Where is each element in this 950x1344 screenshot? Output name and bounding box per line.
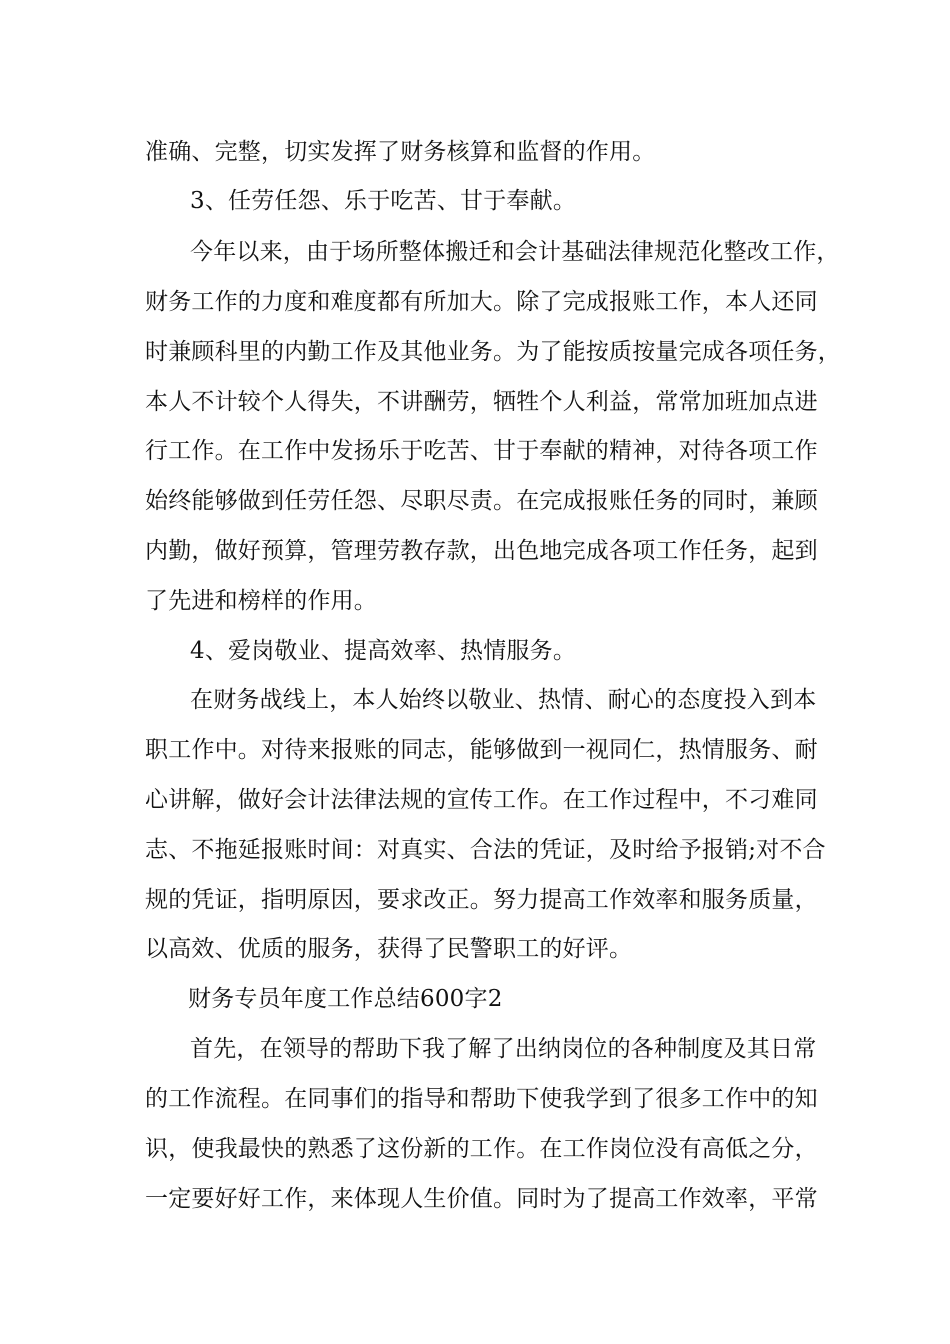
paragraph-line: 一定要好好工作，来体现人生价值。同时为了提高工作效率，平常 [145, 1186, 818, 1212]
paragraph-line: 以高效、优质的服务，获得了民警职工的好评。 [145, 936, 633, 962]
paragraph-line: 识，使我最快的熟悉了这份新的工作。在工作岗位没有高低之分， [145, 1136, 818, 1162]
paragraph-line: 内勤，做好预算，管理劳教存款，出色地完成各项工作任务，起到 [145, 538, 818, 564]
paragraph-line: 准确、完整，切实发挥了财务核算和监督的作用。 [145, 139, 656, 165]
paragraph-line: 财务工作的力度和难度都有所加大。除了完成报账工作，本人还同 [145, 289, 818, 315]
paragraph-line: 规的凭证，指明原因，要求改正。努力提高工作效率和服务质量， [145, 887, 818, 913]
paragraph-line: 了先进和榜样的作用。 [145, 588, 377, 614]
paragraph-line: 的工作流程。在同事们的指导和帮助下使我学到了很多工作中的知 [145, 1086, 818, 1112]
section-heading: 4、爱岗敬业、提高效率、热情服务。 [190, 638, 577, 664]
paragraph-line: 心讲解，做好会计法律法规的宣传工作。在工作过程中，不刁难同 [145, 787, 818, 813]
paragraph-line: 今年以来，由于场所整体搬迁和会计基础法律规范化整改工作， [190, 239, 840, 265]
paragraph-line: 行工作。在工作中发扬乐于吃苦、甘于奉献的精神，对待各项工作 [145, 438, 818, 464]
section-heading: 3、任劳任怨、乐于吃苦、甘于奉献。 [190, 188, 577, 214]
paragraph-line: 职工作中。对待来报账的同志，能够做到一视同仁，热情服务、耐 [145, 737, 818, 763]
paragraph-line: 首先，在领导的帮助下我了解了出纳岗位的各种制度及其日常 [190, 1036, 817, 1062]
paragraph-line: 本人不计较个人得失，不讲酬劳，牺牲个人利益，常常加班加点进 [145, 389, 818, 415]
paragraph-line: 志、不拖延报账时间：对真实、合法的凭证，及时给予报销;对不合 [145, 837, 826, 863]
paragraph-line: 时兼顾科里的内勤工作及其他业务。为了能按质按量完成各项任务， [145, 339, 841, 365]
paragraph-line: 始终能够做到任劳任怨、尽职尽责。在完成报账任务的同时，兼顾 [145, 488, 818, 514]
paragraph-line: 在财务战线上，本人始终以敬业、热情、耐心的态度投入到本 [190, 687, 817, 713]
article-title: 财务专员年度工作总结600字2 [188, 986, 503, 1012]
